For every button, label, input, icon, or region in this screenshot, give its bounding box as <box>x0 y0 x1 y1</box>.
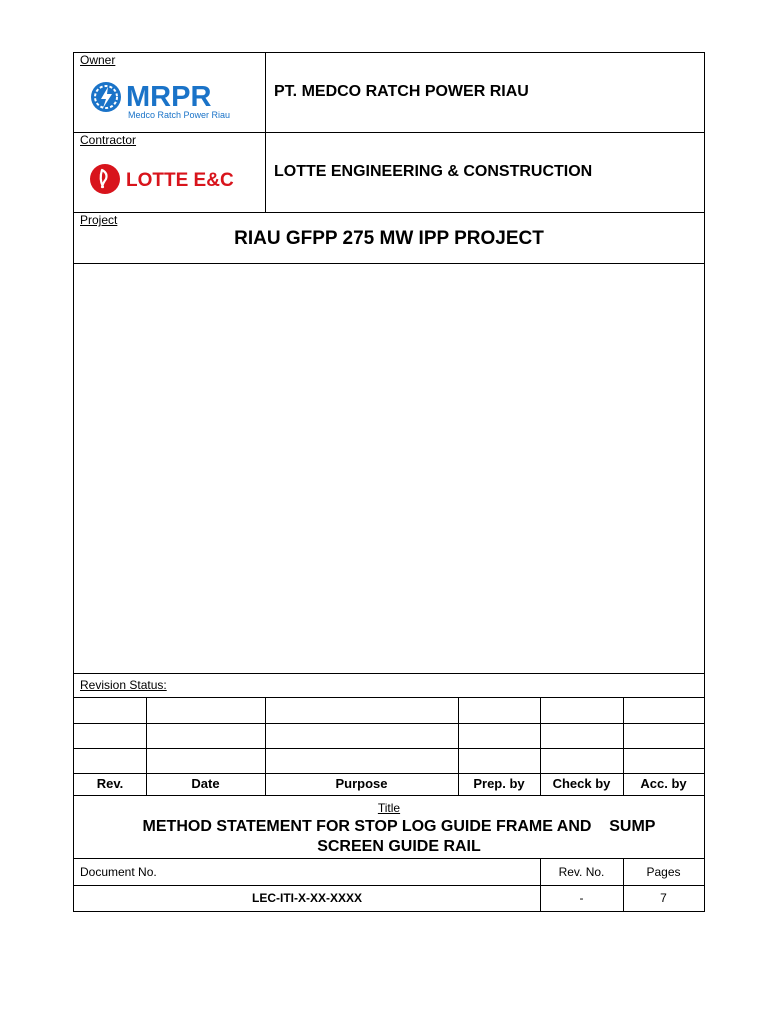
blank-area <box>74 264 704 674</box>
document-value-row <box>74 886 704 911</box>
project-label: Project <box>80 213 118 227</box>
revision-table-line <box>74 723 704 724</box>
document-header-row <box>74 859 704 886</box>
project-title: RIAU GFPP 275 MW IPP PROJECT <box>234 228 544 249</box>
revision-table <box>74 698 704 795</box>
owner-label: Owner <box>80 53 116 67</box>
revision-table-line <box>74 748 704 749</box>
lotte-logo-text: LOTTE E&C <box>126 170 234 191</box>
revision-header-prep-by: Prep. by <box>473 776 525 791</box>
document-title <box>104 817 694 857</box>
pages-value: 7 <box>660 891 667 905</box>
rev-no-label: Rev. No. <box>558 865 605 879</box>
project-row <box>74 213 704 264</box>
mrpr-logo-text: MRPR <box>126 81 212 113</box>
title-label: Title <box>377 801 401 815</box>
document-no-value: LEC-ITI-X-XX-XXXX <box>251 891 362 905</box>
document-no-label: Document No. <box>80 865 157 879</box>
document-cover-sheet <box>73 52 705 912</box>
rev-no-value: - <box>579 891 584 905</box>
owner-row <box>74 53 704 133</box>
revision-status-label: Revision Status: <box>80 678 167 692</box>
revision-header-purpose: Purpose <box>335 776 388 791</box>
document-title-line-1: METHOD STATEMENT FOR STOP LOG GUIDE FRAME AND SUMP <box>142 818 656 835</box>
contractor-name: LOTTE ENGINEERING & CONSTRUCTION <box>274 163 593 180</box>
pages-label: Pages <box>646 865 681 879</box>
owner-name: PT. MEDCO RATCH POWER RIAU <box>274 83 529 100</box>
mrpr-logo-subtext: Medco Ratch Power Riau <box>128 110 231 120</box>
revision-status-row <box>74 674 704 698</box>
contractor-label: Contractor <box>80 133 137 147</box>
revision-header-acc-by: Acc. by <box>640 776 687 791</box>
mrpr-logo <box>88 79 238 121</box>
document-title-line-2: SCREEN GUIDE RAIL <box>317 838 481 855</box>
document-column-divider <box>540 859 541 911</box>
contractor-row <box>74 133 704 213</box>
revision-header-date: Date <box>191 776 220 791</box>
document-column-divider <box>623 859 624 911</box>
title-block <box>74 795 704 859</box>
logo-column-divider <box>265 53 266 213</box>
lotte-logo <box>88 161 238 197</box>
revision-header-rev: Rev. <box>96 776 124 791</box>
revision-header-check-by: Check by <box>552 776 611 791</box>
